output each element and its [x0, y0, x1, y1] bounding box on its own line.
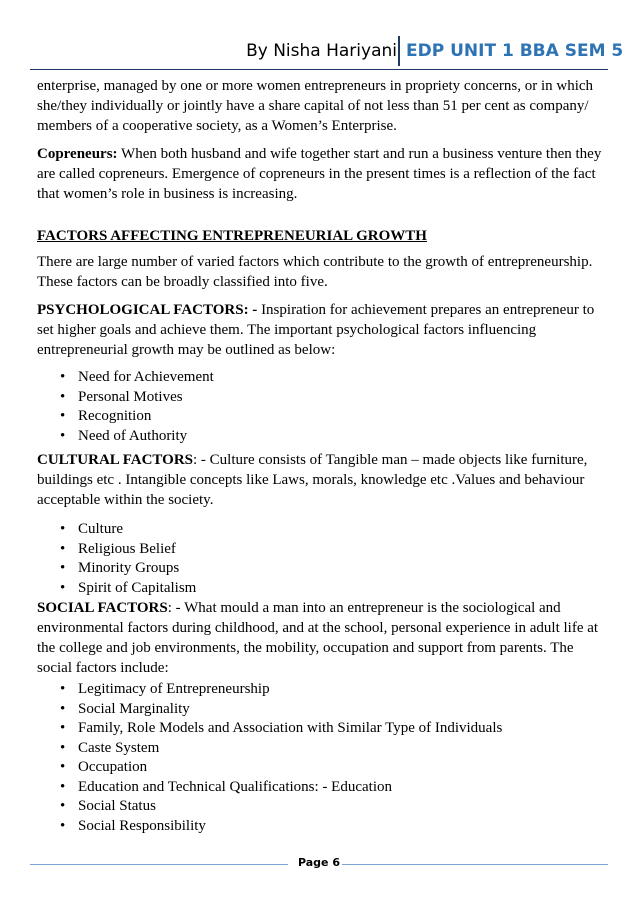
list-item: • Social Marginality	[78, 700, 607, 720]
page-footer	[30, 856, 608, 876]
header-rule	[30, 69, 608, 70]
copreneurs-label: Copreneurs:	[37, 146, 118, 162]
psychological-list	[37, 368, 607, 446]
page-number: Page 6	[297, 856, 340, 869]
list-item: • Spirit of Capitalism	[78, 579, 607, 599]
cultural-text: : - Culture consists of Tangible man – made objects like furniture, buildings etc . Intangible concepts like Laws, morals, knowledge etc .Values and behaviour acceptable within the society.	[37, 452, 588, 508]
paragraph-copreneurs	[37, 144, 607, 204]
list-item: • Culture	[78, 520, 607, 540]
list-item: • Education and Technical Qualifications: - Education	[78, 778, 607, 798]
document-body	[37, 76, 607, 840]
footer-rule-right	[342, 864, 608, 865]
psychological-label: PSYCHOLOGICAL FACTORS: -	[37, 302, 258, 318]
list-item: • Occupation	[78, 758, 607, 778]
page-header	[0, 34, 638, 68]
list-item: • Religious Belief	[78, 540, 607, 560]
paragraph-social	[37, 598, 607, 678]
paragraph-psychological	[37, 300, 607, 360]
social-text: : - What mould a man into an entrepreneur is the sociological and environmental factors during childhood, and at the school, personal experience in adult life at the college and job environments, the mobility, occupation and support from parents. The social factors include:	[37, 600, 599, 676]
list-item: • Social Status	[78, 797, 607, 817]
header-divider	[398, 36, 400, 66]
list-item: • Need of Authority	[78, 427, 607, 447]
paragraph-womens-enterprise: enterprise, managed by one or more women entrepreneurs in propriety concerns, or in which she/they individually or jointly have a share capital of not less than 51 per cent as company/ members of a cooperative society, as a Women’s Enterprise.	[37, 78, 594, 134]
list-item: • Recognition	[78, 407, 607, 427]
unit-title: EDP UNIT 1 BBA SEM 5	[406, 41, 624, 61]
cultural-list	[37, 520, 607, 598]
copreneurs-text: When both husband and wife together start and run a business venture then they are called copreneurs. Emergence of copreneurs in the present times is a reflection of the fact that women’s role in business is increasing.	[37, 146, 602, 202]
paragraph-intro: There are large number of varied factors which contribute to the growth of entrepreneurship. These factors can be broadly classified into five.	[37, 254, 593, 290]
author-name: By Nisha Hariyani	[246, 41, 397, 61]
section-title: FACTORS AFFECTING ENTREPRENEURIAL GROWTH	[37, 228, 427, 244]
list-item: • Family, Role Models and Association with Similar Type of Individuals	[78, 719, 607, 739]
list-item: • Minority Groups	[78, 559, 607, 579]
list-item: • Legitimacy of Entrepreneurship	[78, 680, 607, 700]
list-item: • Caste System	[78, 739, 607, 759]
list-item: • Social Responsibility	[78, 817, 607, 837]
paragraph-cultural	[37, 450, 607, 510]
list-item: • Need for Achievement	[78, 368, 607, 388]
social-label: SOCIAL FACTORS	[37, 600, 168, 616]
psychological-text: Inspiration for achievement prepares an entrepreneur to set higher goals and achieve them. The important psychological factors influencing entrepreneurial growth may be outlined as below:	[37, 302, 595, 358]
cultural-label: CULTURAL FACTORS	[37, 452, 194, 468]
list-item: • Personal Motives	[78, 388, 607, 408]
social-list	[37, 680, 607, 836]
